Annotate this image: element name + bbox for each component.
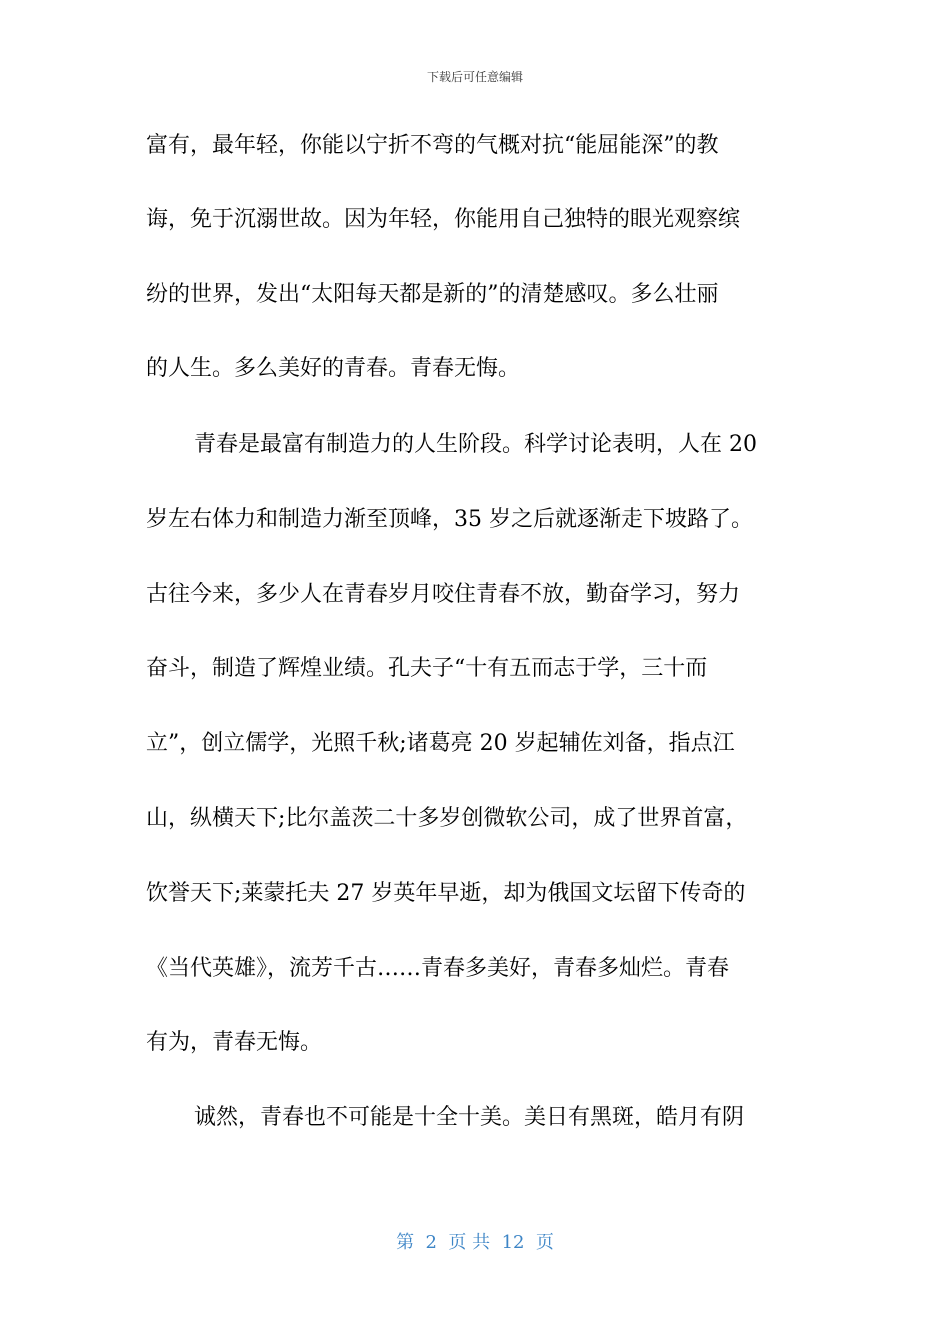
text-line-3: 纷的世界，发出“太阳每天都是新的”的清楚感叹。多么壮丽 <box>146 282 719 307</box>
page-header: 下载后可任意编辑 <box>426 70 523 84</box>
page-number-footer: 第 2 页 共 12 页 <box>396 1232 554 1253</box>
text-line-1: 富有，最年轻，你能以宁折不弯的气概对抗“能屈能深”的教 <box>146 133 719 158</box>
text-line-14: 诚然，青春也不可能是十全十美。美日有黑斑，皓月有阴 <box>194 1105 745 1130</box>
text-line-2: 诲，免于沉溺世故。因为年轻，你能用自己独特的眼光观察缤 <box>146 207 741 232</box>
text-line-4: 的人生。多么美好的青春。青春无悔。 <box>146 356 521 381</box>
text-line-10: 山，纵横天下;比尔盖茨二十多岁创微软公司，成了世界首富， <box>146 806 748 831</box>
text-line-7: 古往今来，多少人在青春岁月咬住青春不放，勤奋学习，努力 <box>146 582 741 607</box>
text-line-6: 岁左右体力和制造力渐至顶峰，35 岁之后就逐渐走下坡路了。 <box>146 507 753 532</box>
text-line-12: 《当代英雄》，流芳千古……青春多美好，青春多灿烂。青春 <box>146 956 730 981</box>
text-line-9: 立”，创立儒学，光照千秋;诸葛亮 20 岁起辅佐刘备，指点江 <box>146 731 735 756</box>
text-line-11: 饮誉天下;莱蒙托夫 27 岁英年早逝，却为俄国文坛留下传奇的 <box>146 881 746 906</box>
text-line-13: 有为，青春无悔。 <box>146 1030 323 1055</box>
text-line-5: 青春是最富有制造力的人生阶段。科学讨论表明，人在 20 <box>194 432 757 457</box>
text-line-8: 奋斗，制造了辉煌业绩。孔夫子“十有五而志于学，三十而 <box>146 656 708 681</box>
